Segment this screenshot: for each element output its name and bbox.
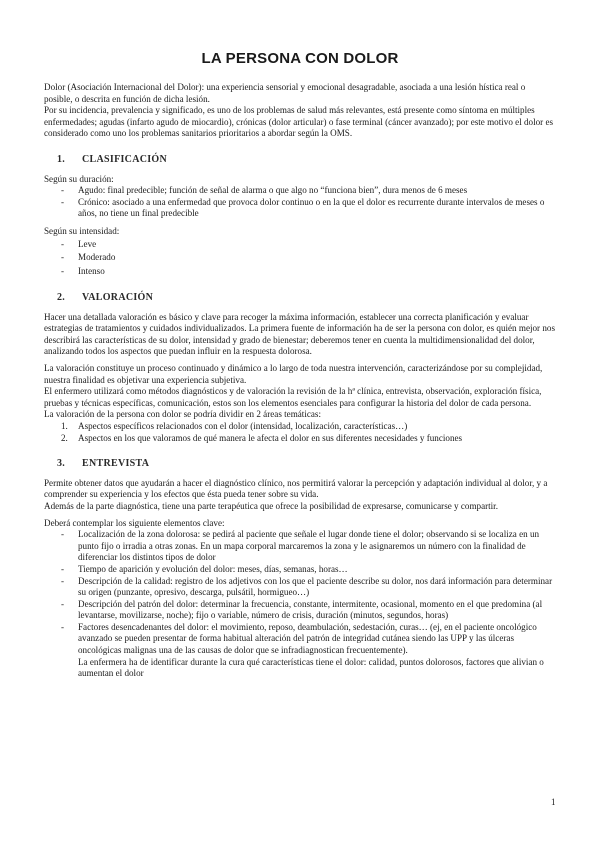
section-heading-entrevista xyxy=(57,458,556,470)
list-item: - Agudo: final predecible; función de señal de alarma o que algo no “funciona bien”, dura menos de 6 meses xyxy=(44,185,556,197)
item-text: Aspectos específicos relacionados con el dolor (intensidad, localización, características…) xyxy=(78,420,408,431)
section-title: VALORACIÓN xyxy=(82,292,154,304)
entrevista-paragraph-2: Además de la parte diagnóstica, tiene una parte terapéutica que ofrece la posibilidad de expresarse, comunicarse y compartir. xyxy=(44,500,498,511)
item-text: Aspectos en los que valoramos de qué manera le afecta el dolor en sus diferentes necesidades y funciones xyxy=(78,432,463,443)
section-number: 1. xyxy=(57,153,66,165)
intensity-label: Según su intensidad: xyxy=(44,225,120,236)
valoracion-paragraph-4: La valoración de la persona con dolor se podría dividir en 2 áreas temáticas: xyxy=(44,409,321,420)
section-heading-valoracion xyxy=(57,292,556,304)
valoracion-paragraph-2: La valoración constituye un proceso continuado y dinámico a lo largo de toda nuestra intervención, caracterizándose por su complejidad, nuestra finalidad es objetivar una experiencia subjetiva. xyxy=(44,363,543,385)
document-body xyxy=(44,82,556,680)
list-item: - Descripción del patrón del dolor: determinar la frecuencia, constante, intermitente, ocasional, momento en el que predomina (al levantarse, movilizarse, noche); fijo o variable, número de crisis, duración (minutos, segundos, horas) xyxy=(44,599,556,622)
entrevista-closing: La enfermera ha de identificar durante la cura qué características tiene el dolor: calidad, puntos dolorosos, factores que alivian o aumentan el dolor xyxy=(78,656,544,679)
section-heading-clasificacion xyxy=(57,154,556,166)
list-item: - Localización de la zona dolorosa: se pedirá al paciente que señale el lugar donde tiene el dolor; observando si se localiza en un punto fijo o irradia a otras zonas. En un mapa corporal marcaremos la zona y le asignaremos un número con la finalidad de diferenciar los distintos tipos de dolor xyxy=(44,529,556,564)
section-title: ENTREVISTA xyxy=(82,458,150,470)
valoracion-paragraph-3: El enfermero utilizará como métodos diagnósticos y de valoración la revisión de la hª clínica, entrevista, observación, exploración física, pruebas y técnicas específicas, comunicación, estos son los elementos esenciales para configurar la historia del dolor de cada persona. xyxy=(44,386,542,408)
list-item: - Moderado xyxy=(44,251,556,265)
list-item: - Descripción de la calidad: registro de los adjetivos con los que el paciente describe su dolor, nos dará información para determinar su origen (punzante, opresivo, descarga, pulsátil, hormigueo…) xyxy=(44,576,556,599)
section-number: 2. xyxy=(57,292,66,304)
section-title: CLASIFICACIÓN xyxy=(82,153,168,165)
list-item: - Tiempo de aparición y evolución del dolor: meses, días, semanas, horas… xyxy=(44,564,556,576)
key-elements-list xyxy=(44,529,556,657)
intro-paragraph-1: Dolor (Asociación Internacional del Dolor): una experiencia sensorial y emocional desagradable, asociada a una lesión hística real o posible, o descrita en función de dicha lesión. xyxy=(44,82,526,104)
list-item: - Crónico: asociado a una enfermedad que provoca dolor continuo o en la que el dolor es recurrente durante intervalos de meses o años, no tiene un final predecible xyxy=(44,197,556,220)
duration-label: Según su duración: xyxy=(44,173,114,184)
duration-list xyxy=(44,185,556,220)
list-item: - Leve xyxy=(44,238,556,252)
list-item xyxy=(44,433,556,445)
valoracion-paragraph-1: Hacer una detallada valoración es básico y clave para recoger la máxima información, establecer una correcta planificación y evaluar estrategias de tratamientos y cuidados individualizados. La primera fuente de información ha de ser la persona con dolor, es quién mejor nos describirá las características de su dolor, intensidad y grado de bienestar; deberemos tener en cuenta la multidimensionalidad del dolor, analizando todos los aspectos que puedan influir en la respuesta dolorosa. xyxy=(44,311,555,357)
item-number: 1. xyxy=(61,420,68,431)
list-item xyxy=(44,421,556,433)
list-item: - Intenso xyxy=(44,265,556,279)
section-number: 3. xyxy=(57,458,66,470)
areas-list xyxy=(44,421,556,444)
item-number: 2. xyxy=(61,432,68,443)
entrevista-paragraph-1: Permite obtener datos que ayudarán a hacer el diagnóstico clínico, nos permitirá valorar la percepción y adaptación individual al dolor, y a comprender su experiencia y los efectos que ésta pueda tener sobre su vida. xyxy=(44,477,548,500)
page-number: 1 xyxy=(551,797,556,807)
document-title: LA PERSONA CON DOLOR xyxy=(201,50,399,67)
list-item: - Factores desencadenantes del dolor: el movimiento, reposo, deambulación, sedestación, curas… (ej, en el paciente oncológico avanzado se pueden presentar de forma habitual alteración del patrón de integridad cutánea siendo las UPP y las úlceras oncológicas malignas una de las causas de dolor que se infradiagnostican frecuentemente). xyxy=(44,622,556,657)
intro-paragraph-2: Por su incidencia, prevalencia y significado, es uno de los problemas de salud más relevantes, está presente como síntoma en múltiples enfermedades; agudas (infarto agudo de miocardio), crónicas (dolor articular) o fase terminal (cáncer avanzado); por este motivo el dolor es considerado como uno los problemas sanitarios prioritarios a abordar según la OMS. xyxy=(44,105,554,139)
entrevista-paragraph-3: Deberá contemplar los siguiente elementos clave: xyxy=(44,517,225,528)
intensity-list xyxy=(44,238,556,279)
